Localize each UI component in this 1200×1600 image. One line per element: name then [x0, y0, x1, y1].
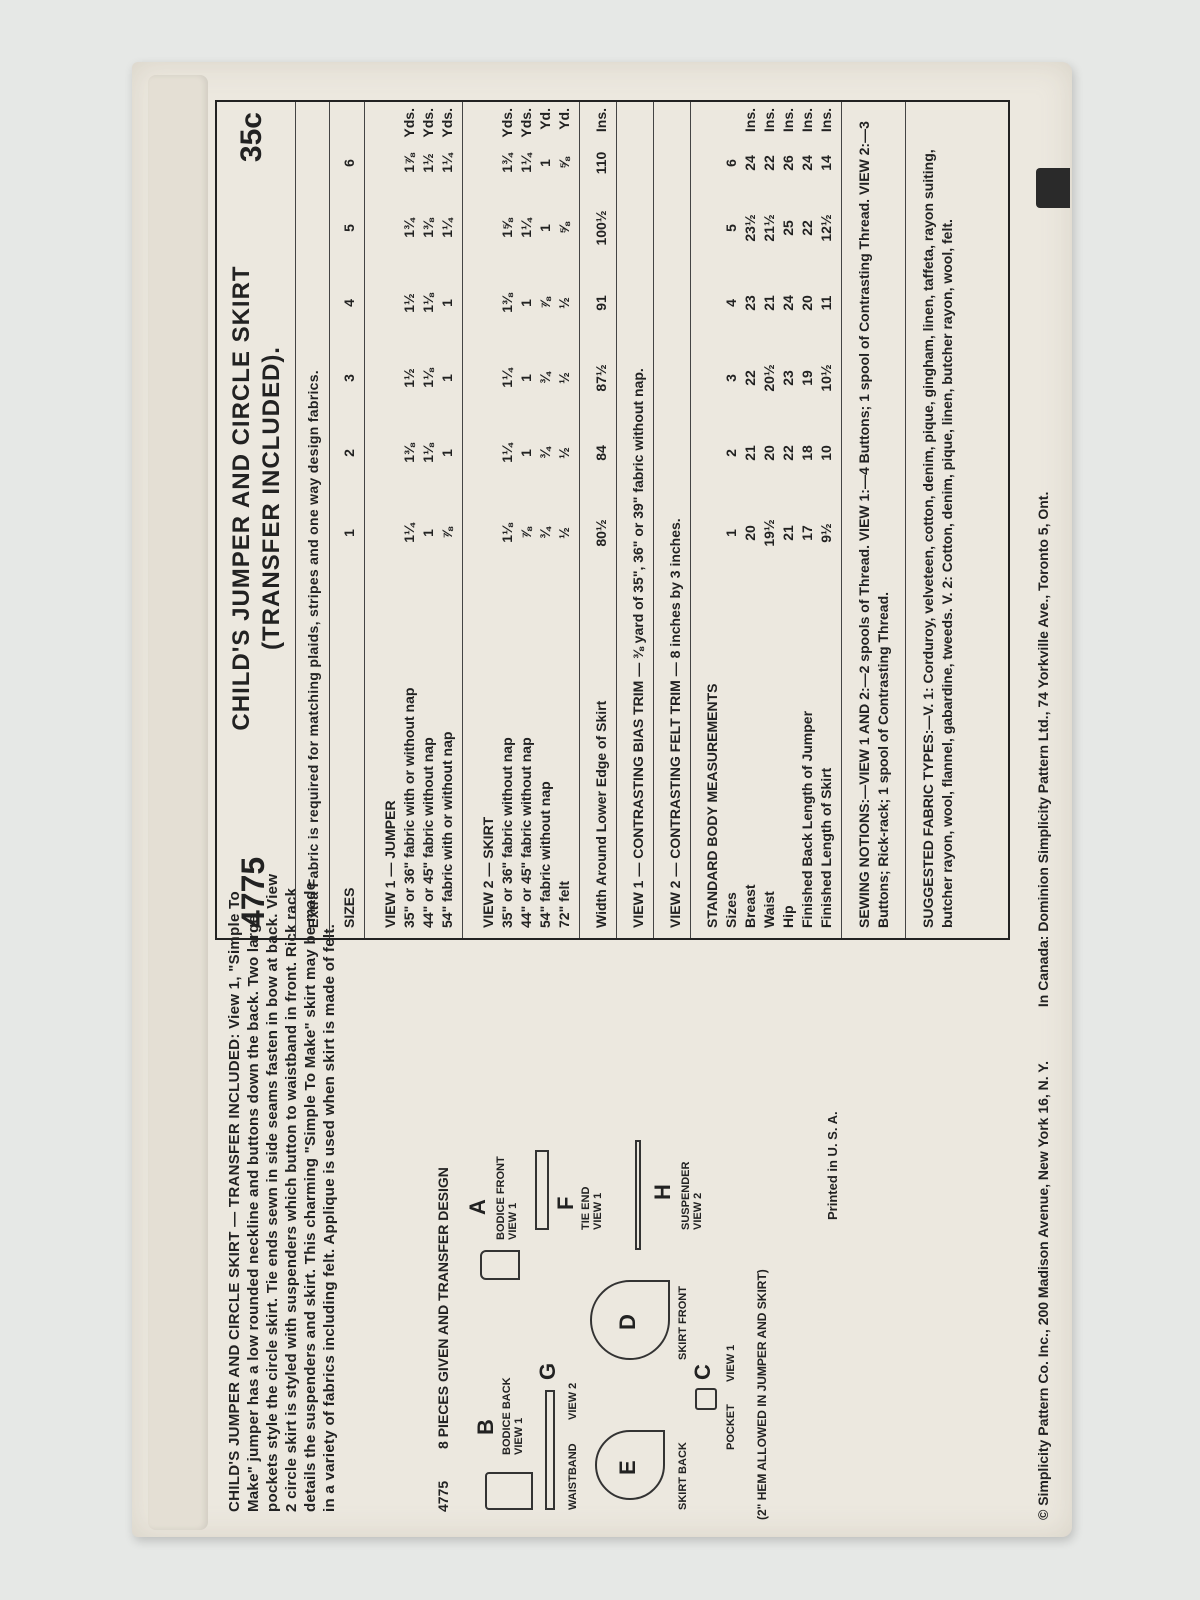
- piece-name-a: BODICE FRONT: [495, 1156, 507, 1240]
- piece-view-f: VIEW 1: [592, 1192, 604, 1230]
- table-cell: 20½: [761, 364, 777, 392]
- table-cell: 21: [761, 295, 777, 311]
- table-cell: 1: [439, 299, 455, 307]
- table-cell: 1¼: [518, 218, 534, 238]
- table-cell: 1: [518, 374, 534, 382]
- table-cell: 1: [537, 159, 553, 167]
- hem-note: (2" HEM ALLOWED IN JUMPER AND SKIRT): [755, 1269, 769, 1520]
- view2-row: [556, 108, 576, 928]
- table-cell: 84: [593, 445, 609, 461]
- pattern-title: [227, 218, 287, 778]
- table-cell: 18: [799, 445, 815, 461]
- table-cell: 21: [742, 445, 758, 461]
- description-body: View 1, "Simple To Make" jumper has a low rounded neckline and buttons down the back. Two large pockets style the circle skirt. Tie ends sewn in side seams fasten in bow at back. View 2 circle skirt is styled with suspenders which button to waistband in front. Rick rack details the suspenders and skirt. This charming "Simple To Make" skirt may be made in a variety of fabrics including felt. Applique is used when skirt is made of felt.: [226, 873, 338, 1512]
- table-cell: 10: [818, 445, 834, 461]
- table-cell: 24: [780, 295, 796, 311]
- piece-view-c: VIEW 1: [725, 1344, 737, 1382]
- unit-label: Yds.: [420, 108, 436, 138]
- table-cell: ⅝: [556, 157, 572, 169]
- row-label: 44" or 45" fabric without nap: [420, 737, 436, 928]
- pattern-description: [225, 872, 339, 1512]
- table-cell: 4: [723, 299, 739, 307]
- table-cell: 26: [780, 155, 796, 171]
- table-cell: 1⅛: [420, 443, 436, 463]
- unit-label: Yds.: [401, 108, 417, 138]
- table-cell: 1: [439, 374, 455, 382]
- piece-name-b: BODICE BACK: [501, 1377, 513, 1455]
- table-cell: 80½: [593, 519, 609, 547]
- table-cell: ½: [556, 297, 572, 309]
- table-cell: 1¾: [499, 153, 515, 173]
- row-label: 35" or 36" fabric without nap: [499, 737, 515, 928]
- row-label: Breast: [742, 884, 758, 928]
- row-label: 54" fabric without nap: [537, 781, 553, 928]
- table-cell: 24: [799, 155, 815, 171]
- table-cell: 19½: [761, 519, 777, 547]
- table-cell: 25: [780, 220, 796, 236]
- divider: [579, 102, 580, 938]
- table-cell: 1⅛: [499, 523, 515, 543]
- divider: [364, 102, 365, 938]
- row-label: Width Around Lower Edge of Skirt: [593, 700, 609, 928]
- row-label: 72" felt: [556, 880, 572, 928]
- table-cell: 1: [537, 224, 553, 232]
- table-cell: 1¼: [439, 218, 455, 238]
- table-cell: 24: [742, 155, 758, 171]
- table-cell: 3: [341, 374, 357, 382]
- table-cell: 20: [742, 525, 758, 541]
- table-cell: 1¼: [401, 523, 417, 543]
- piece-letter-f: F: [553, 1196, 578, 1210]
- unit-label: Ins.: [799, 108, 815, 133]
- pieces-heading: [435, 1167, 451, 1512]
- divider: [653, 102, 654, 938]
- table-cell: ⅞: [439, 527, 455, 539]
- table-cell: 100½: [593, 210, 609, 246]
- row-label: Finished Back Length of Jumper: [799, 710, 815, 928]
- table-cell: 1: [341, 529, 357, 537]
- pattern-info-box: [215, 100, 1010, 940]
- bodice-back-shape: [485, 1472, 533, 1510]
- piece-name-h: SUSPENDER: [680, 1161, 692, 1230]
- row-label: Waist: [761, 891, 777, 928]
- piece-name-e: SKIRT BACK: [677, 1442, 689, 1510]
- table-cell: ½: [556, 372, 572, 384]
- divider: [329, 102, 330, 938]
- unit-label: Ins.: [593, 108, 609, 133]
- table-cell: ⅞: [537, 297, 553, 309]
- table-cell: 4: [341, 299, 357, 307]
- pattern-title-line2: (TRANSFER INCLUDED).: [258, 346, 285, 650]
- body-row: [761, 108, 781, 928]
- view2-row: [499, 108, 519, 928]
- table-cell: 17: [799, 525, 815, 541]
- view1-row: [401, 108, 421, 928]
- table-cell: 91: [593, 295, 609, 311]
- footer: [1035, 492, 1051, 1520]
- body-row: [780, 108, 800, 928]
- body-row: [723, 108, 743, 928]
- table-cell: 87½: [593, 364, 609, 392]
- piece-name-d: SKIRT FRONT: [677, 1286, 689, 1360]
- table-cell: 1⅜: [499, 293, 515, 313]
- table-cell: 23: [742, 295, 758, 311]
- envelope-back-content: [195, 60, 1075, 1530]
- piece-letter-g: G: [535, 1362, 560, 1380]
- view1-row: [439, 108, 459, 928]
- copyright-line: © Simplicity Pattern Co. Inc., 200 Madison Avenue, New York 16, N. Y.: [1035, 1061, 1051, 1520]
- row-label: Hip: [780, 905, 796, 928]
- table-cell: ¾: [537, 447, 553, 459]
- printed-in-usa: Printed in U. S. A.: [825, 1111, 840, 1220]
- piece-name-f: TIE END: [580, 1186, 592, 1230]
- table-cell: 11: [818, 295, 834, 311]
- table-cell: 1: [439, 449, 455, 457]
- table-cell: 21: [780, 525, 796, 541]
- table-cell: 3: [723, 374, 739, 382]
- body-measurements-title: STANDARD BODY MEASUREMENTS: [704, 683, 720, 928]
- extra-fabric-note: Extra Fabric is required for matching plaids, stripes and one way design fabrics.: [305, 369, 321, 928]
- pocket-shape: [695, 1388, 717, 1410]
- row-label: SIZES: [341, 887, 357, 928]
- table-cell: 1⅛: [420, 368, 436, 388]
- piece-letter-e: E: [615, 1460, 640, 1475]
- table-cell: 22: [742, 370, 758, 386]
- body-row: [818, 108, 838, 928]
- table-cell: 1⅛: [420, 293, 436, 313]
- row-label: 54" fabric with or without nap: [439, 731, 455, 928]
- unit-label: Yds.: [499, 108, 515, 138]
- table-cell: 2: [723, 449, 739, 457]
- piece-letter-d: D: [615, 1314, 640, 1330]
- unit-label: Ins.: [780, 108, 796, 133]
- pieces-pattern-number: 4775: [435, 1480, 451, 1512]
- table-cell: 1: [723, 529, 739, 537]
- piece-view-h: VIEW 2: [692, 1192, 704, 1230]
- table-cell: 20: [799, 295, 815, 311]
- unit-label: Ins.: [818, 108, 834, 133]
- bodice-front-shape: [480, 1250, 520, 1280]
- waistband-shape: [545, 1390, 555, 1510]
- table-cell: 1: [518, 299, 534, 307]
- table-cell: 1¾: [401, 218, 417, 238]
- view2-row: [537, 108, 557, 928]
- pieces-heading-text: 8 PIECES GIVEN AND TRANSFER DESIGN: [435, 1167, 451, 1449]
- piece-view-b: VIEW 1: [513, 1417, 525, 1455]
- table-cell: 22: [799, 220, 815, 236]
- view1-row: [420, 108, 440, 928]
- unit-label: Yds.: [518, 108, 534, 138]
- body-row: [799, 108, 819, 928]
- row-label: Sizes: [723, 892, 739, 928]
- body-row: [742, 108, 762, 928]
- bias-trim-note: VIEW 1 — CONTRASTING BIAS TRIM — ⅜ yard of 35", 36" or 39" fabric without nap.: [630, 368, 646, 928]
- table-cell: 1⅞: [401, 153, 417, 173]
- table-cell: 110: [593, 151, 609, 175]
- unit-label: Ins.: [742, 108, 758, 133]
- table-cell: 1¼: [499, 368, 515, 388]
- table-cell: 9½: [818, 523, 834, 543]
- table-cell: 22: [780, 445, 796, 461]
- table-cell: 1¼: [439, 153, 455, 173]
- felt-trim-note: VIEW 2 — CONTRASTING FELT TRIM — 8 inches by 3 inches.: [667, 518, 683, 928]
- table-cell: 1¼: [499, 443, 515, 463]
- suspender-shape: [635, 1140, 641, 1250]
- row-label: 35" or 36" fabric with or without nap: [401, 687, 417, 928]
- table-cell: 1⅝: [499, 218, 515, 238]
- table-cell: 23½: [742, 214, 758, 242]
- table-cell: 22: [761, 155, 777, 171]
- table-cell: 6: [341, 159, 357, 167]
- divider: [462, 102, 463, 938]
- divider: [905, 102, 906, 938]
- unit-label: Yds.: [439, 108, 455, 138]
- pattern-number: 4775: [235, 856, 271, 928]
- pattern-title-line1: CHILD'S JUMPER AND CIRCLE SKIRT: [228, 265, 255, 731]
- suggested-fabrics: SUGGESTED FABRIC TYPES:—V. 1: Corduroy, velveteen, cotton, denim, pique, gingham, linen, taffeta, rayon suiting, butcher rayon, wool, flannel, gabardine, tweeds. V. 2: Cotton, denim, pique, linen, butcher rayon, wool, felt.: [920, 149, 955, 928]
- divider: [690, 102, 691, 938]
- piece-letter-h: H: [650, 1184, 675, 1200]
- table-cell: ⅝: [556, 222, 572, 234]
- piece-letter-b: B: [473, 1419, 498, 1435]
- sizes-row: [341, 108, 361, 928]
- row-label: Finished Length of Skirt: [818, 767, 834, 928]
- divider: [295, 102, 296, 938]
- piece-name-g: WAISTBAND: [567, 1443, 579, 1510]
- tie-end-shape: [535, 1150, 549, 1230]
- pattern-price: 35c: [235, 112, 268, 163]
- table-cell: 23: [780, 370, 796, 386]
- piece-name-c: POCKET: [725, 1404, 737, 1450]
- divider: [616, 102, 617, 938]
- table-cell: 1⅜: [401, 443, 417, 463]
- table-cell: 12½: [818, 214, 834, 242]
- table-cell: 1½: [420, 153, 436, 173]
- table-cell: 6: [723, 159, 739, 167]
- divider: [841, 102, 842, 938]
- table-cell: ¾: [537, 372, 553, 384]
- table-cell: ½: [556, 527, 572, 539]
- table-cell: ½: [556, 447, 572, 459]
- piece-view-g: VIEW 2: [567, 1382, 579, 1420]
- table-cell: ⅞: [518, 527, 534, 539]
- view2-title: VIEW 2 — SKIRT: [480, 816, 496, 928]
- canada-address: In Canada: Dominion Simplicity Pattern Ltd., 74 Yorkville Ave., Toronto 5, Ont.: [1035, 491, 1051, 1008]
- unit-label: Ins.: [761, 108, 777, 133]
- sewing-notions: SEWING NOTIONS:—VIEW 1 AND 2:—2 spools of Thread. VIEW 1:—4 Buttons; 1 spool of Contrasting Thread. VIEW 2:—3 Buttons; Rick-rack; 1 spool of Contrasting Thread.: [856, 121, 891, 928]
- table-cell: 19: [799, 370, 815, 386]
- table-cell: ¾: [537, 527, 553, 539]
- table-cell: 14: [818, 155, 834, 171]
- table-cell: 5: [723, 224, 739, 232]
- table-cell: 1½: [401, 368, 417, 388]
- table-cell: 1: [518, 449, 534, 457]
- view1-title: VIEW 1 — JUMPER: [382, 800, 398, 928]
- piece-view-a: VIEW 1: [507, 1202, 519, 1240]
- table-cell: 10½: [818, 364, 834, 392]
- unit-label: Yd.: [556, 108, 572, 130]
- table-cell: 1¼: [518, 153, 534, 173]
- row-label: 44" or 45" fabric without nap: [518, 737, 534, 928]
- table-cell: 5: [341, 224, 357, 232]
- width-row: [593, 108, 613, 928]
- table-cell: 2: [341, 449, 357, 457]
- piece-letter-c: C: [690, 1364, 715, 1380]
- table-cell: 20: [761, 445, 777, 461]
- piece-letter-a: A: [465, 1199, 490, 1215]
- table-cell: 1⅜: [420, 218, 436, 238]
- table-cell: 21½: [761, 214, 777, 242]
- unit-label: Yd.: [537, 108, 553, 130]
- table-cell: 1½: [401, 293, 417, 313]
- table-cell: 1: [420, 529, 436, 537]
- view2-row: [518, 108, 538, 928]
- description-heading: CHILD'S JUMPER AND CIRCLE SKIRT — TRANSFER INCLUDED:: [226, 1033, 243, 1512]
